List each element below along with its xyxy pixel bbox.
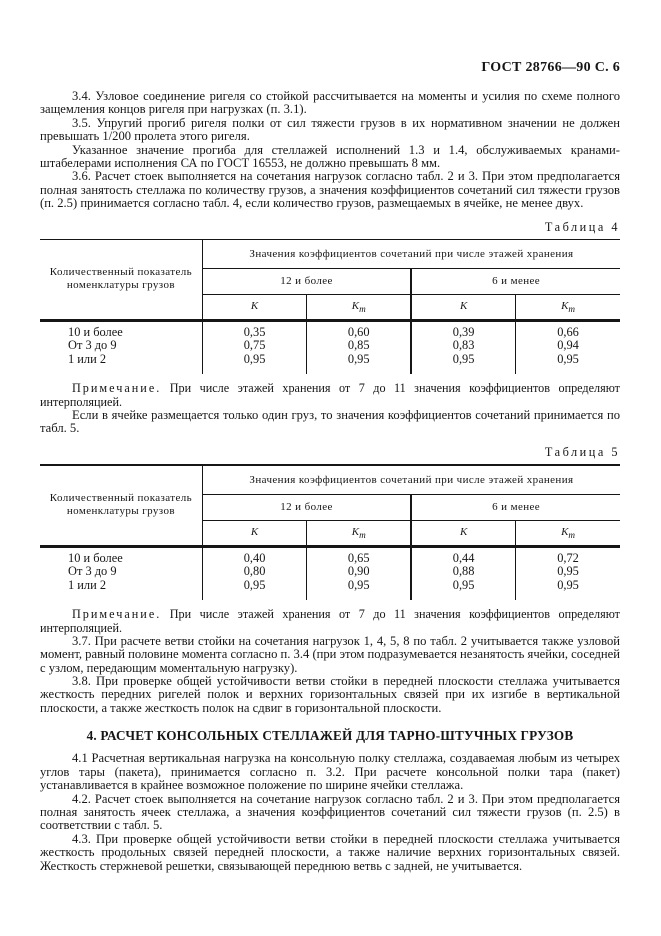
- paragraph-4-2: 4.2. Расчет стоек выполняется на сочетание нагрузок согласно табл. 2 и 3. При этом предполагается полная занятость ячеек стеллажа, а значения коэффициентов сочетаний сил тяжести грузов (п. 2.5) в соответствии с табл. 5.: [40, 791, 620, 833]
- group-header-12-plus: 12 и более: [202, 494, 411, 520]
- cell-value: 0,72: [516, 546, 620, 565]
- table-row: [40, 339, 620, 353]
- paragraph-3-5-note: Указанное значение прогиба для стеллажей исполнений 1.3 и 1.4, обслуживаемых кранами-штабелерами исполнения СА по ГОСТ 16553, не должно превышать 8 мм.: [40, 142, 620, 171]
- coef-symbol: К: [202, 520, 306, 546]
- coef-symbol: $К_т$: [307, 520, 411, 546]
- table-row: [40, 546, 620, 565]
- table-row: [40, 465, 620, 495]
- table-row: [40, 353, 620, 375]
- table-row: [40, 320, 620, 339]
- cell-value: 0,60: [307, 320, 411, 339]
- group-header-12-plus: 12 и более: [202, 268, 411, 294]
- cell-value: 0,95: [202, 579, 306, 601]
- note-label: Примечание.: [72, 381, 162, 396]
- paragraph-4-1: 4.1 Расчетная вертикальная нагрузка на консольную полку стеллажа, создаваемая любым из четырех углов тары (пакета), принимается согласно п. 3.2. При расчете консольной полки тара (пакет) устанавливается в крайнее возможное положение по ширине ячейки стеллажа.: [40, 751, 620, 793]
- coef-symbol: $К_т$: [516, 520, 620, 546]
- cell-value: 0,39: [411, 320, 515, 339]
- table-row: [40, 239, 620, 268]
- coef-symbol: $К_т$: [516, 294, 620, 320]
- cell-value: 0,95: [516, 353, 620, 375]
- cell-value: 0,95: [202, 353, 306, 375]
- paragraph-3-4: 3.4. Узловое соединение ригеля со стойкой рассчитывается на моменты и усилия по схеме полного защемления концов ригеля при нагрузках (п. 3.1).: [40, 89, 620, 117]
- cell-value: 0,40: [202, 546, 306, 565]
- table-5-label: Таблица 5: [544, 444, 620, 459]
- table-4-label: Таблица 4: [544, 219, 620, 234]
- cell-value: 0,66: [516, 320, 620, 339]
- paragraph-3-8: 3.8. При проверке общей устойчивости ветви стойки в передней плоскости стеллажа учитывается жесткость передних ригелей полок и верхних горизонтальных связей при их изгибе в вертикальной плоскости, а также жесткость полок на сдвиг в горизонтальной плоскости.: [40, 674, 620, 715]
- coef-symbol: К: [411, 520, 515, 546]
- page-header: ГОСТ 28766—90 С. 6: [481, 60, 620, 75]
- cell-value: 0,95: [516, 579, 620, 601]
- note-text: При числе этажей хранения от 7 до 11 значения коэффициентов определяют интерполяцией.: [40, 607, 620, 635]
- table-row: [40, 565, 620, 579]
- table-5: [40, 464, 620, 601]
- paragraph-single-load: Если в ячейке размещается только один груз, то значения коэффициентов сочетаний принимается по табл. 5.: [40, 407, 620, 436]
- paragraph-3-6: 3.6. Расчет стоек выполняется на сочетания нагрузок согласно табл. 2 и 3. При этом предполагается полная занятость стеллажа по количеству грузов, а значения коэффициентов сочетаний сил тяжести грузов (п. 2.5) принимается согласно табл. 4, если количество грузов, размещаемых в ячейке, не менее двух.: [40, 169, 620, 211]
- paragraph-4-3: 4.3. При проверке общей устойчивости ветви стойки в передней плоскости стеллажа учитывается жесткость продольных связей передней плоскости, а также наличие верхних горизонтальных связей. Жесткость стержневой решетки, связывающей переднюю ветвь с задней, не учитывается.: [40, 831, 620, 873]
- cell-value: 0,90: [307, 565, 411, 579]
- paragraph-3-7: 3.7. При расчете ветви стойки на сочетания нагрузок 1, 4, 5, 8 по табл. 2 учитывается также узловой момент, равный половине момента согласно п. 3.4 (при этом подразумевается незанятость ячейки, соседней с узлом, передающим моментальную нагрузку).: [40, 633, 620, 675]
- cell-value: 0,88: [411, 565, 515, 579]
- note-label: Примечание.: [72, 607, 162, 622]
- cell-value: 0,85: [307, 339, 411, 353]
- section-4-title: 4. РАСЧЕТ КОНСОЛЬНЫХ СТЕЛЛАЖЕЙ ДЛЯ ТАРНО-ШТУЧНЫХ ГРУЗОВ: [86, 728, 574, 744]
- table-5-note: [40, 608, 620, 634]
- cell-value: 0,80: [202, 565, 306, 579]
- note-text: При числе этажей хранения от 7 до 11 значения коэффициентов определяют интерполяцией.: [40, 381, 620, 409]
- cell-row-label: 10 и более: [68, 550, 123, 565]
- group-header-6-minus: 6 и менее: [411, 268, 620, 294]
- cell-value: 0,44: [411, 546, 515, 565]
- coef-symbol: $К_т$: [307, 294, 411, 320]
- column-header-nomenclature: Количественный показатель номенклатуры грузов: [40, 465, 202, 547]
- cell-row-label: 10 и более: [68, 324, 123, 339]
- cell-value: 0,95: [516, 565, 620, 579]
- cell-value: 0,75: [202, 339, 306, 353]
- cell-value: 0,65: [307, 546, 411, 565]
- cell-row-label: От 3 до 9: [68, 338, 117, 353]
- coef-symbol: К: [202, 294, 306, 320]
- cell-value: 0,35: [202, 320, 306, 339]
- span-header-coefficients: Значения коэффициентов сочетаний при числе этажей хранения: [202, 465, 620, 495]
- group-header-6-minus: 6 и менее: [411, 494, 620, 520]
- paragraph-3-5: 3.5. Упругий прогиб ригеля полки от сил тяжести грузов в их нормативном значении не должен превышать 1/200 пролета этого ригеля.: [40, 115, 620, 144]
- cell-value: 0,95: [411, 579, 515, 601]
- coef-symbol: К: [411, 294, 515, 320]
- column-header-nomenclature: Количественный показатель номенклатуры грузов: [40, 239, 202, 320]
- cell-value: 0,94: [516, 339, 620, 353]
- table-row: [40, 579, 620, 601]
- cell-row-label: 1 или 2: [68, 577, 107, 592]
- table-4-note: [40, 382, 620, 408]
- table-4: [40, 239, 620, 375]
- cell-value: 0,83: [411, 339, 515, 353]
- cell-value: 0,95: [307, 579, 411, 601]
- cell-value: 0,95: [411, 353, 515, 375]
- cell-row-label: 1 или 2: [68, 351, 107, 366]
- cell-value: 0,95: [307, 353, 411, 375]
- span-header-coefficients: Значения коэффициентов сочетаний при числе этажей хранения: [202, 239, 620, 268]
- cell-row-label: От 3 до 9: [68, 564, 117, 579]
